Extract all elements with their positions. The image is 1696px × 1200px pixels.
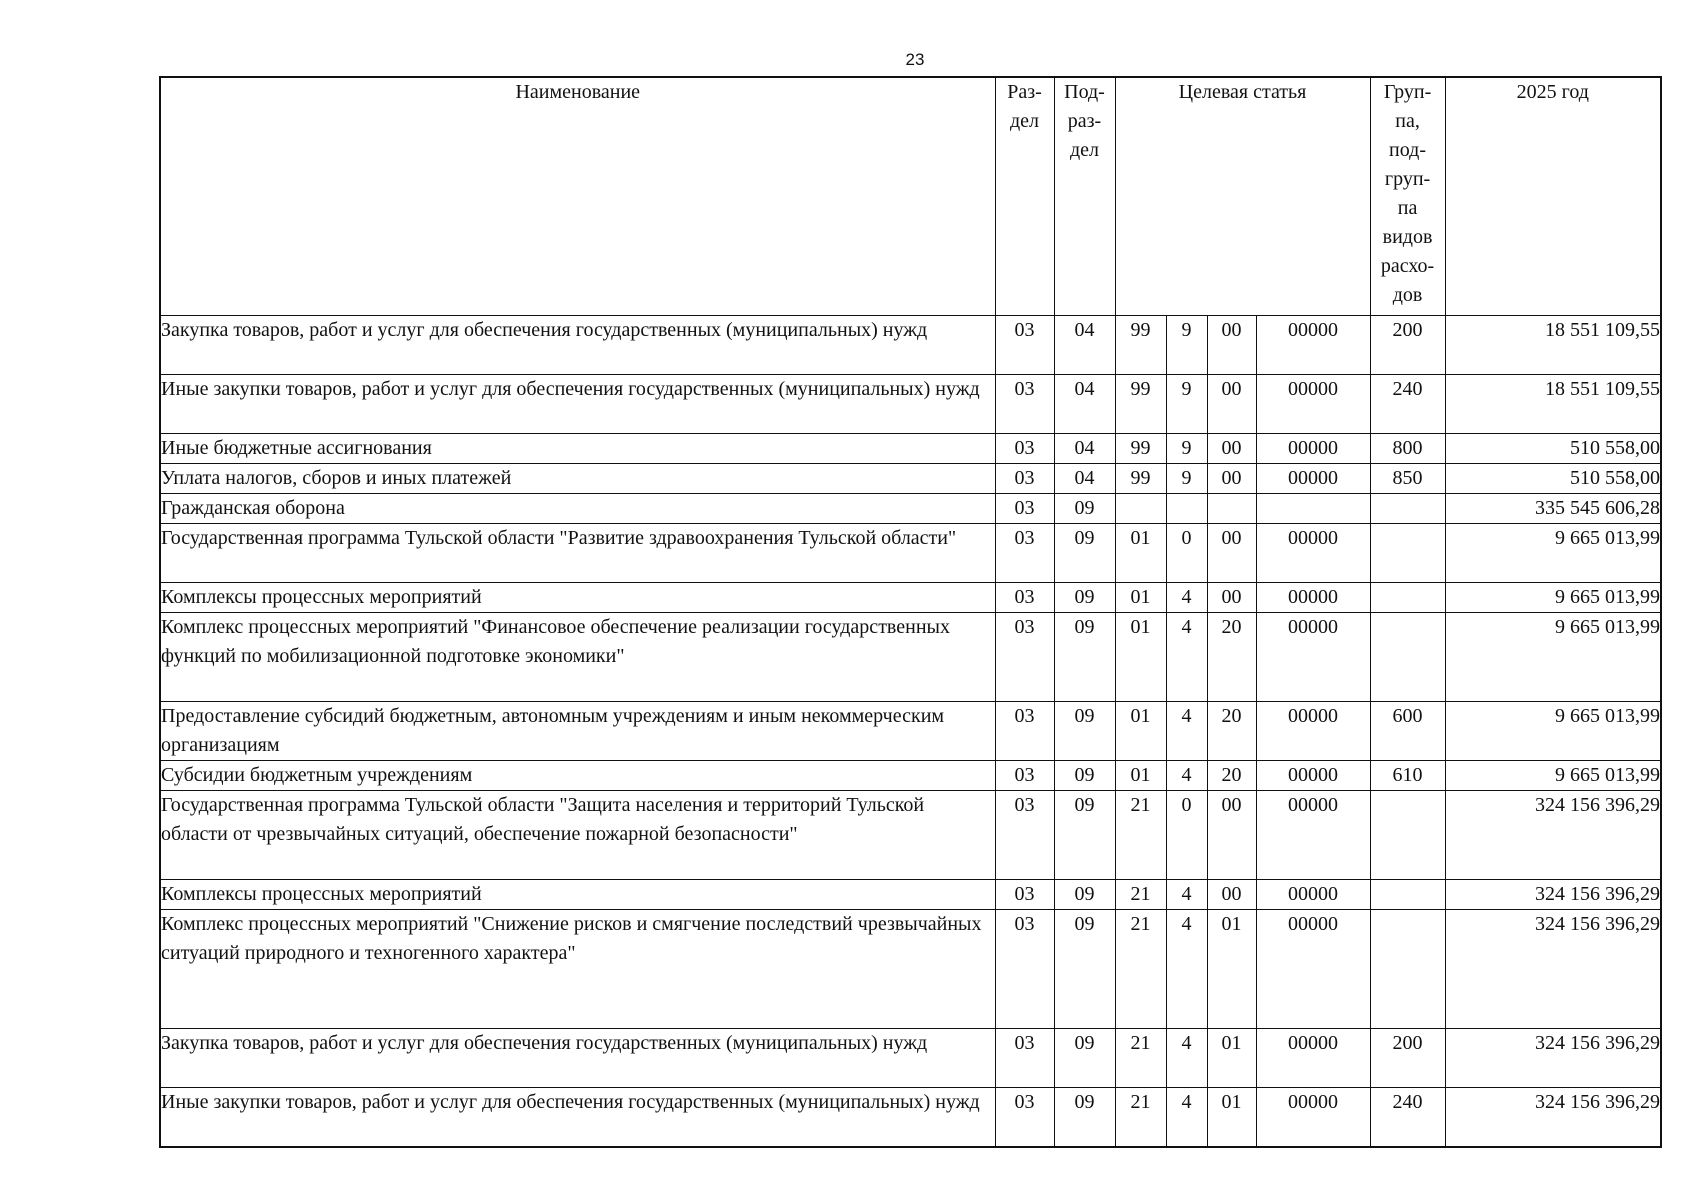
row-razdel: 03 [995, 493, 1054, 523]
row-cs-type: 4 [1166, 612, 1207, 701]
row-cs-direction: 00000 [1256, 582, 1370, 612]
row-podrazdel: 09 [1054, 1087, 1115, 1147]
row-cs-type: 9 [1166, 374, 1207, 433]
row-podrazdel: 04 [1054, 433, 1115, 463]
row-name: Иные бюджетные ассигнования [160, 433, 995, 463]
header-podrazdel-line: раз- [1067, 110, 1102, 132]
row-cs-element [1207, 493, 1256, 523]
row-cs-element: 00 [1207, 463, 1256, 493]
row-razdel: 03 [995, 909, 1054, 1028]
row-cs-type: 9 [1166, 433, 1207, 463]
row-razdel: 03 [995, 612, 1054, 701]
row-name: Комплексы процессных мероприятий [160, 879, 995, 909]
row-cs-element: 00 [1207, 879, 1256, 909]
header-gruppa-line: расхо- [1380, 255, 1435, 277]
row-cs-direction: 00000 [1256, 315, 1370, 374]
row-cs-element: 00 [1207, 374, 1256, 433]
row-vid [1370, 523, 1445, 582]
row-cs-direction: 00000 [1256, 433, 1370, 463]
header-gruppa-line: па, [1395, 110, 1420, 132]
row-cs-element: 00 [1207, 433, 1256, 463]
row-cs-element: 01 [1207, 1087, 1256, 1147]
row-cs-type: 9 [1166, 315, 1207, 374]
row-podrazdel: 09 [1054, 701, 1115, 760]
row-cs-program: 01 [1115, 582, 1166, 612]
table-row [160, 582, 1661, 612]
row-name: Субсидии бюджетным учреждениям [160, 760, 995, 790]
row-cs-program: 01 [1115, 523, 1166, 582]
row-podrazdel: 09 [1054, 1028, 1115, 1087]
row-cs-element: 00 [1207, 523, 1256, 582]
row-amount: 9 665 013,99 [1445, 612, 1661, 701]
row-cs-program: 99 [1115, 433, 1166, 463]
row-amount: 324 156 396,29 [1445, 790, 1661, 879]
table-row [160, 433, 1661, 463]
row-cs-program: 01 [1115, 701, 1166, 760]
row-name: Комплекс процессных мероприятий "Снижение рисков и смягчение последствий чрезвычайных ситуаций природного и техногенного характера" [160, 909, 995, 1028]
row-podrazdel: 09 [1054, 612, 1115, 701]
row-cs-element: 00 [1207, 315, 1256, 374]
row-cs-program: 99 [1115, 374, 1166, 433]
table-row [160, 790, 1661, 879]
row-cs-type [1166, 493, 1207, 523]
row-vid [1370, 582, 1445, 612]
table-row [160, 374, 1661, 433]
row-amount: 18 551 109,55 [1445, 374, 1661, 433]
row-vid [1370, 493, 1445, 523]
row-amount: 324 156 396,29 [1445, 1028, 1661, 1087]
row-cs-direction: 00000 [1256, 701, 1370, 760]
table-row [160, 493, 1661, 523]
row-podrazdel: 09 [1054, 790, 1115, 879]
row-podrazdel: 09 [1054, 582, 1115, 612]
row-vid: 610 [1370, 760, 1445, 790]
row-razdel: 03 [995, 463, 1054, 493]
row-amount: 510 558,00 [1445, 463, 1661, 493]
header-gruppa-line: под- [1389, 139, 1427, 161]
row-podrazdel: 09 [1054, 493, 1115, 523]
header-name: Наименование [160, 77, 995, 315]
header-razdel-line: Раз- [1007, 81, 1042, 103]
row-cs-element: 00 [1207, 790, 1256, 879]
row-name: Закупка товаров, работ и услуг для обеспечения государственных (муниципальных) нужд [160, 315, 995, 374]
row-razdel: 03 [995, 374, 1054, 433]
row-razdel: 03 [995, 1028, 1054, 1087]
row-razdel: 03 [995, 433, 1054, 463]
row-cs-program: 01 [1115, 612, 1166, 701]
row-name: Гражданская оборона [160, 493, 995, 523]
row-cs-type: 0 [1166, 790, 1207, 879]
row-cs-direction: 00000 [1256, 612, 1370, 701]
row-name: Предоставление субсидий бюджетным, автономным учреждениям и иным некоммерческим организациям [160, 701, 995, 760]
row-cs-direction: 00000 [1256, 1028, 1370, 1087]
row-cs-direction: 00000 [1256, 1087, 1370, 1147]
row-vid: 850 [1370, 463, 1445, 493]
header-razdel [995, 77, 1054, 315]
row-cs-element: 20 [1207, 612, 1256, 701]
row-cs-element: 01 [1207, 909, 1256, 1028]
row-name: Комплексы процессных мероприятий [160, 582, 995, 612]
row-name: Государственная программа Тульской области "Развитие здравоохранения Тульской области" [160, 523, 995, 582]
row-cs-type: 4 [1166, 1087, 1207, 1147]
row-cs-element: 20 [1207, 701, 1256, 760]
row-podrazdel: 04 [1054, 374, 1115, 433]
row-vid: 240 [1370, 1087, 1445, 1147]
row-cs-direction: 00000 [1256, 790, 1370, 879]
row-amount: 324 156 396,29 [1445, 879, 1661, 909]
row-cs-direction [1256, 493, 1370, 523]
row-vid [1370, 879, 1445, 909]
row-razdel: 03 [995, 1087, 1054, 1147]
row-cs-type: 4 [1166, 909, 1207, 1028]
row-cs-type: 4 [1166, 1028, 1207, 1087]
header-celevaya-statya: Целевая статья [1115, 77, 1370, 315]
row-razdel: 03 [995, 790, 1054, 879]
row-amount: 9 665 013,99 [1445, 760, 1661, 790]
header-podrazdel [1054, 77, 1115, 315]
row-razdel: 03 [995, 701, 1054, 760]
row-cs-program: 01 [1115, 760, 1166, 790]
row-vid: 800 [1370, 433, 1445, 463]
row-amount: 510 558,00 [1445, 433, 1661, 463]
row-name: Иные закупки товаров, работ и услуг для обеспечения государственных (муниципальных) нужд [160, 1087, 995, 1147]
row-podrazdel: 09 [1054, 523, 1115, 582]
row-cs-element: 01 [1207, 1028, 1256, 1087]
header-gruppa-line: Груп- [1383, 81, 1432, 103]
row-cs-program: 21 [1115, 909, 1166, 1028]
row-cs-program [1115, 493, 1166, 523]
row-amount: 9 665 013,99 [1445, 701, 1661, 760]
header-gruppa-line: па [1397, 197, 1418, 219]
row-podrazdel: 09 [1054, 909, 1115, 1028]
row-cs-program: 99 [1115, 315, 1166, 374]
table-row [160, 523, 1661, 582]
row-vid [1370, 612, 1445, 701]
row-razdel: 03 [995, 523, 1054, 582]
header-podrazdel-line: Под- [1064, 81, 1105, 103]
row-cs-type: 0 [1166, 523, 1207, 582]
row-cs-type: 4 [1166, 760, 1207, 790]
row-cs-type: 9 [1166, 463, 1207, 493]
header-row [160, 77, 1661, 315]
header-gruppa [1370, 77, 1445, 315]
row-cs-type: 4 [1166, 701, 1207, 760]
row-cs-program: 21 [1115, 879, 1166, 909]
table-row [160, 315, 1661, 374]
table-row [160, 701, 1661, 760]
row-cs-type: 4 [1166, 879, 1207, 909]
table-row [160, 612, 1661, 701]
row-name: Комплекс процессных мероприятий "Финансовое обеспечение реализации государственных функций по мобилизационной подготовке экономики" [160, 612, 995, 701]
row-podrazdel: 09 [1054, 760, 1115, 790]
row-razdel: 03 [995, 760, 1054, 790]
row-amount: 324 156 396,29 [1445, 1087, 1661, 1147]
table-row [160, 879, 1661, 909]
row-amount: 18 551 109,55 [1445, 315, 1661, 374]
row-cs-program: 99 [1115, 463, 1166, 493]
row-vid: 600 [1370, 701, 1445, 760]
row-cs-element: 20 [1207, 760, 1256, 790]
row-razdel: 03 [995, 582, 1054, 612]
row-cs-program: 21 [1115, 1087, 1166, 1147]
header-razdel-line: дел [1009, 110, 1040, 132]
row-razdel: 03 [995, 879, 1054, 909]
row-cs-program: 21 [1115, 1028, 1166, 1087]
table-row [160, 1028, 1661, 1087]
header-year: 2025 год [1445, 77, 1661, 315]
row-cs-direction: 00000 [1256, 463, 1370, 493]
row-razdel: 03 [995, 315, 1054, 374]
row-cs-type: 4 [1166, 582, 1207, 612]
row-cs-element: 00 [1207, 582, 1256, 612]
row-vid: 200 [1370, 1028, 1445, 1087]
row-amount: 9 665 013,99 [1445, 582, 1661, 612]
row-name: Закупка товаров, работ и услуг для обеспечения государственных (муниципальных) нужд [160, 1028, 995, 1087]
row-name: Уплата налогов, сборов и иных платежей [160, 463, 995, 493]
header-podrazdel-line: дел [1069, 139, 1100, 161]
row-cs-direction: 00000 [1256, 909, 1370, 1028]
row-amount: 335 545 606,28 [1445, 493, 1661, 523]
header-gruppa-line: груп- [1384, 168, 1431, 190]
row-cs-direction: 00000 [1256, 879, 1370, 909]
row-cs-direction: 00000 [1256, 760, 1370, 790]
budget-table [159, 76, 1662, 1148]
page-number: 23 [905, 50, 925, 69]
row-podrazdel: 09 [1054, 879, 1115, 909]
table-row [160, 463, 1661, 493]
row-vid: 200 [1370, 315, 1445, 374]
header-gruppa-line: дов [1392, 284, 1423, 306]
row-amount: 324 156 396,29 [1445, 909, 1661, 1028]
row-podrazdel: 04 [1054, 463, 1115, 493]
row-vid [1370, 790, 1445, 879]
row-name: Государственная программа Тульской области "Защита населения и территорий Тульской области от чрезвычайных ситуаций, обеспечение пожарной безопасности" [160, 790, 995, 879]
row-name: Иные закупки товаров, работ и услуг для обеспечения государственных (муниципальных) нужд [160, 374, 995, 433]
row-cs-direction: 00000 [1256, 523, 1370, 582]
row-vid: 240 [1370, 374, 1445, 433]
header-gruppa-line: видов [1382, 226, 1433, 248]
row-cs-direction: 00000 [1256, 374, 1370, 433]
table-row [160, 1087, 1661, 1147]
row-vid [1370, 909, 1445, 1028]
row-podrazdel: 04 [1054, 315, 1115, 374]
table-row [160, 760, 1661, 790]
row-cs-program: 21 [1115, 790, 1166, 879]
row-amount: 9 665 013,99 [1445, 523, 1661, 582]
table-row [160, 909, 1661, 1028]
